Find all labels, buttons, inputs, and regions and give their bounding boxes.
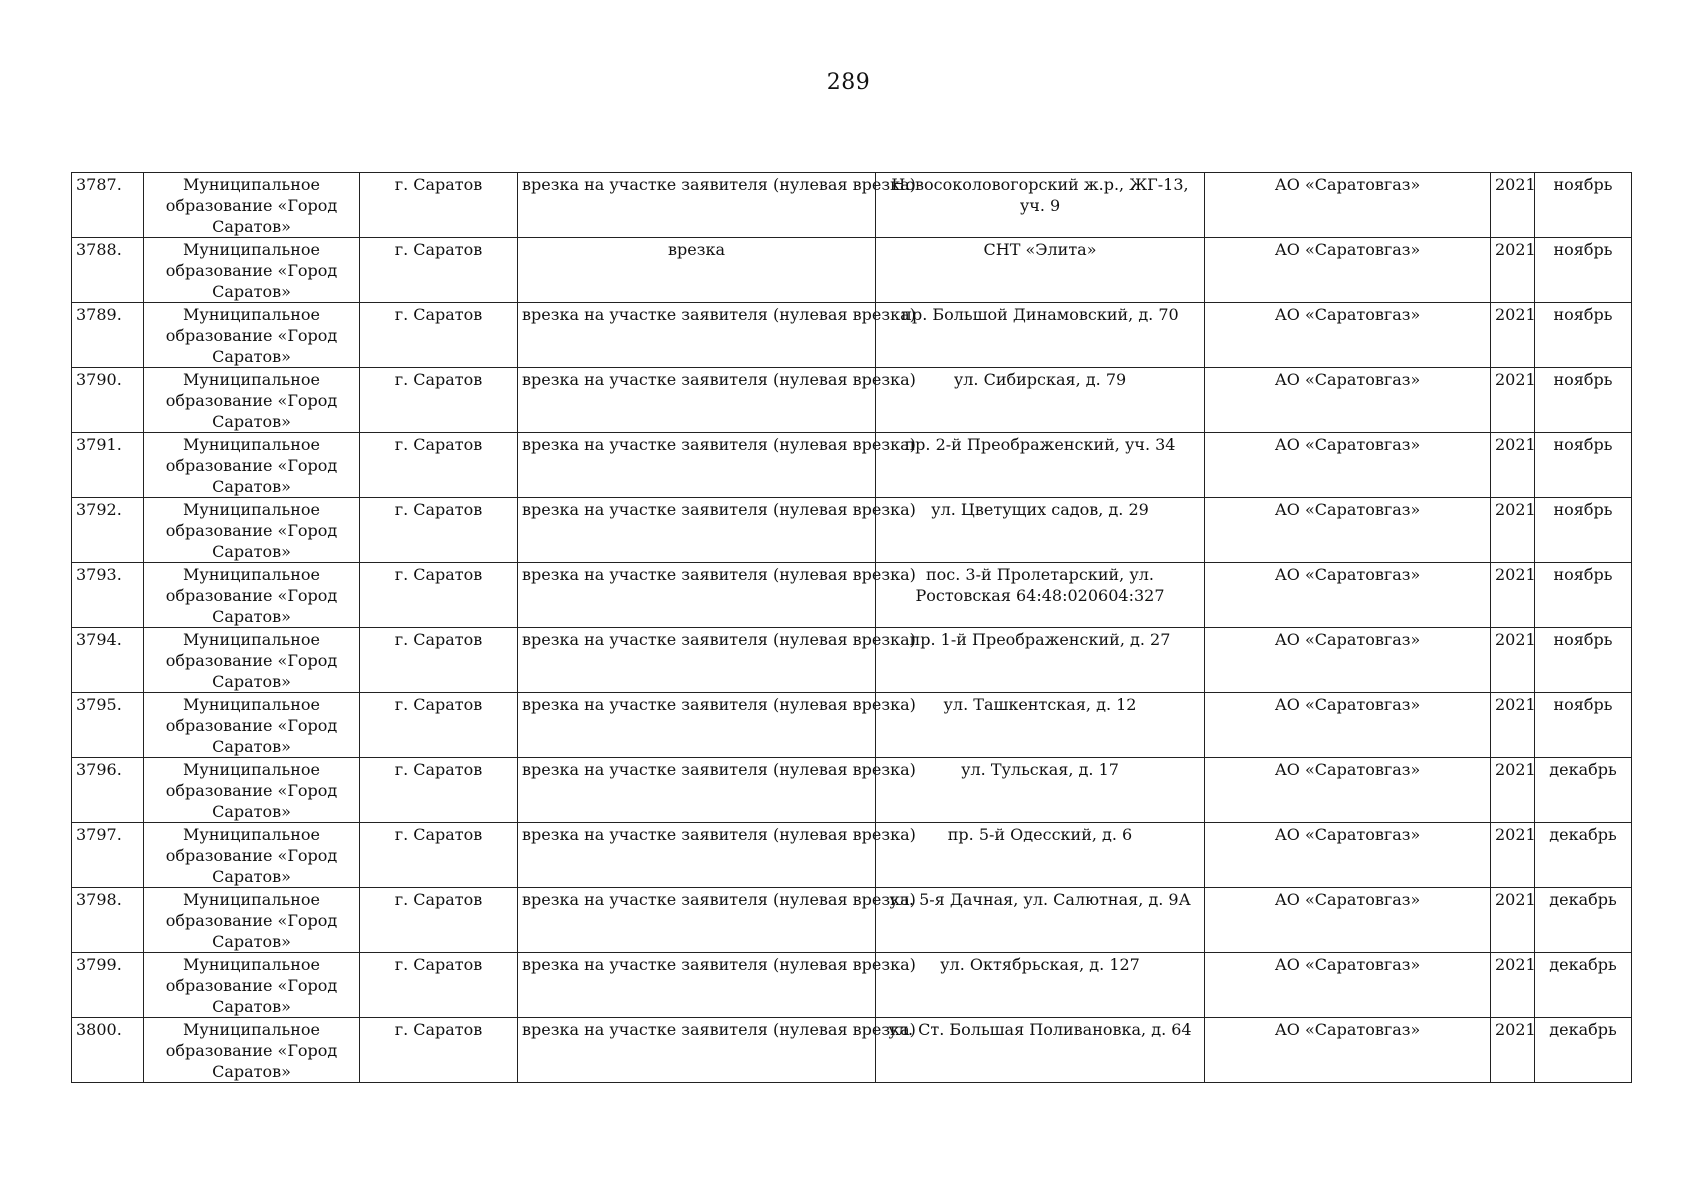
year-cell: 2021 (1491, 433, 1535, 498)
row-number-cell: 3793. (72, 563, 144, 628)
connection-type-cell: врезка (518, 238, 876, 303)
year-cell: 2021 (1491, 238, 1535, 303)
year-cell: 2021 (1491, 628, 1535, 693)
municipality-cell: Муниципальное образование «Город Саратов» (144, 368, 360, 433)
page-number: 289 (826, 70, 871, 95)
organization-cell: АО «Саратовгаз» (1205, 303, 1491, 368)
year-cell: 2021 (1491, 498, 1535, 563)
organization-cell: АО «Саратовгаз» (1205, 368, 1491, 433)
row-number-cell: 3798. (72, 888, 144, 953)
address-cell: ул. Ст. Большая Поливановка, д. 64 (876, 1018, 1205, 1083)
month-cell: декабрь (1535, 758, 1632, 823)
table-row (72, 238, 1632, 303)
month-cell: ноябрь (1535, 563, 1632, 628)
municipality-cell: Муниципальное образование «Город Саратов» (144, 498, 360, 563)
table-row (72, 433, 1632, 498)
municipality-cell: Муниципальное образование «Город Саратов» (144, 953, 360, 1018)
municipality-cell: Муниципальное образование «Город Саратов» (144, 628, 360, 693)
city-cell: г. Саратов (360, 238, 518, 303)
municipality-cell: Муниципальное образование «Город Саратов» (144, 173, 360, 238)
table-row (72, 1018, 1632, 1083)
connection-type-cell: врезка на участке заявителя (нулевая врезка) (518, 173, 876, 238)
organization-cell: АО «Саратовгаз» (1205, 498, 1491, 563)
address-cell: ул. Цветущих садов, д. 29 (876, 498, 1205, 563)
year-cell: 2021 (1491, 368, 1535, 433)
month-cell: ноябрь (1535, 693, 1632, 758)
row-number-cell: 3787. (72, 173, 144, 238)
address-cell: пр. 5-й Одесский, д. 6 (876, 823, 1205, 888)
city-cell: г. Саратов (360, 823, 518, 888)
year-cell: 2021 (1491, 173, 1535, 238)
row-number-cell: 3797. (72, 823, 144, 888)
city-cell: г. Саратов (360, 888, 518, 953)
table-row (72, 953, 1632, 1018)
city-cell: г. Саратов (360, 953, 518, 1018)
connection-type-cell: врезка на участке заявителя (нулевая врезка) (518, 823, 876, 888)
city-cell: г. Саратов (360, 628, 518, 693)
table-row (72, 823, 1632, 888)
connection-type-cell: врезка на участке заявителя (нулевая врезка) (518, 368, 876, 433)
organization-cell: АО «Саратовгаз» (1205, 823, 1491, 888)
organization-cell: АО «Саратовгаз» (1205, 563, 1491, 628)
year-cell: 2021 (1491, 693, 1535, 758)
table-row (72, 563, 1632, 628)
table-row (72, 758, 1632, 823)
address-cell: ул. Ташкентская, д. 12 (876, 693, 1205, 758)
city-cell: г. Саратов (360, 433, 518, 498)
municipality-cell: Муниципальное образование «Город Саратов» (144, 693, 360, 758)
table-row (72, 628, 1632, 693)
row-number-cell: 3794. (72, 628, 144, 693)
month-cell: декабрь (1535, 888, 1632, 953)
month-cell: декабрь (1535, 953, 1632, 1018)
connection-type-cell: врезка на участке заявителя (нулевая врезка) (518, 628, 876, 693)
organization-cell: АО «Саратовгаз» (1205, 173, 1491, 238)
organization-cell: АО «Саратовгаз» (1205, 888, 1491, 953)
month-cell: декабрь (1535, 823, 1632, 888)
table-row (72, 888, 1632, 953)
table-row (72, 498, 1632, 563)
row-number-cell: 3791. (72, 433, 144, 498)
organization-cell: АО «Саратовгаз» (1205, 238, 1491, 303)
city-cell: г. Саратов (360, 1018, 518, 1083)
month-cell: ноябрь (1535, 433, 1632, 498)
table-row (72, 303, 1632, 368)
organization-cell: АО «Саратовгаз» (1205, 1018, 1491, 1083)
month-cell: ноябрь (1535, 238, 1632, 303)
connection-type-cell: врезка на участке заявителя (нулевая врезка) (518, 888, 876, 953)
address-cell: пр. 2-й Преображенский, уч. 34 (876, 433, 1205, 498)
row-number-cell: 3790. (72, 368, 144, 433)
organization-cell: АО «Саратовгаз» (1205, 433, 1491, 498)
address-cell: ул. Тульская, д. 17 (876, 758, 1205, 823)
city-cell: г. Саратов (360, 173, 518, 238)
municipality-cell: Муниципальное образование «Город Саратов» (144, 1018, 360, 1083)
city-cell: г. Саратов (360, 368, 518, 433)
connection-type-cell: врезка на участке заявителя (нулевая врезка) (518, 1018, 876, 1083)
address-cell: ул. 5-я Дачная, ул. Салютная, д. 9А (876, 888, 1205, 953)
connection-type-cell: врезка на участке заявителя (нулевая врезка) (518, 563, 876, 628)
city-cell: г. Саратов (360, 758, 518, 823)
municipality-cell: Муниципальное образование «Город Саратов» (144, 888, 360, 953)
connection-type-cell: врезка на участке заявителя (нулевая врезка) (518, 693, 876, 758)
row-number-cell: 3788. (72, 238, 144, 303)
municipality-cell: Муниципальное образование «Город Саратов» (144, 238, 360, 303)
row-number-cell: 3789. (72, 303, 144, 368)
municipality-cell: Муниципальное образование «Город Саратов» (144, 303, 360, 368)
address-cell: ул. Октябрьская, д. 127 (876, 953, 1205, 1018)
row-number-cell: 3799. (72, 953, 144, 1018)
address-cell: СНТ «Элита» (876, 238, 1205, 303)
address-cell: пос. 3-й Пролетарский, ул. Ростовская 64:48:020604:327 (876, 563, 1205, 628)
month-cell: декабрь (1535, 1018, 1632, 1083)
year-cell: 2021 (1491, 953, 1535, 1018)
registry-body (72, 173, 1632, 1083)
city-cell: г. Саратов (360, 693, 518, 758)
organization-cell: АО «Саратовгаз» (1205, 628, 1491, 693)
connection-type-cell: врезка на участке заявителя (нулевая врезка) (518, 758, 876, 823)
month-cell: ноябрь (1535, 368, 1632, 433)
organization-cell: АО «Саратовгаз» (1205, 758, 1491, 823)
row-number-cell: 3792. (72, 498, 144, 563)
connection-type-cell: врезка на участке заявителя (нулевая врезка) (518, 303, 876, 368)
address-cell: Новосоколовогорский ж.р., ЖГ-13, уч. 9 (876, 173, 1205, 238)
row-number-cell: 3796. (72, 758, 144, 823)
address-cell: ул. Сибирская, д. 79 (876, 368, 1205, 433)
year-cell: 2021 (1491, 888, 1535, 953)
month-cell: ноябрь (1535, 498, 1632, 563)
connection-type-cell: врезка на участке заявителя (нулевая врезка) (518, 433, 876, 498)
registry-table (71, 172, 1632, 1083)
year-cell: 2021 (1491, 1018, 1535, 1083)
municipality-cell: Муниципальное образование «Город Саратов» (144, 823, 360, 888)
organization-cell: АО «Саратовгаз» (1205, 693, 1491, 758)
address-cell: пр. Большой Динамовский, д. 70 (876, 303, 1205, 368)
city-cell: г. Саратов (360, 563, 518, 628)
municipality-cell: Муниципальное образование «Город Саратов» (144, 563, 360, 628)
row-number-cell: 3795. (72, 693, 144, 758)
year-cell: 2021 (1491, 758, 1535, 823)
year-cell: 2021 (1491, 563, 1535, 628)
table-row (72, 173, 1632, 238)
table-row (72, 693, 1632, 758)
city-cell: г. Саратов (360, 498, 518, 563)
month-cell: ноябрь (1535, 303, 1632, 368)
connection-type-cell: врезка на участке заявителя (нулевая врезка) (518, 498, 876, 563)
connection-type-cell: врезка на участке заявителя (нулевая врезка) (518, 953, 876, 1018)
year-cell: 2021 (1491, 303, 1535, 368)
row-number-cell: 3800. (72, 1018, 144, 1083)
month-cell: ноябрь (1535, 628, 1632, 693)
month-cell: ноябрь (1535, 173, 1632, 238)
address-cell: пр. 1-й Преображенский, д. 27 (876, 628, 1205, 693)
organization-cell: АО «Саратовгаз» (1205, 953, 1491, 1018)
year-cell: 2021 (1491, 823, 1535, 888)
city-cell: г. Саратов (360, 303, 518, 368)
table-row (72, 368, 1632, 433)
municipality-cell: Муниципальное образование «Город Саратов» (144, 758, 360, 823)
municipality-cell: Муниципальное образование «Город Саратов» (144, 433, 360, 498)
